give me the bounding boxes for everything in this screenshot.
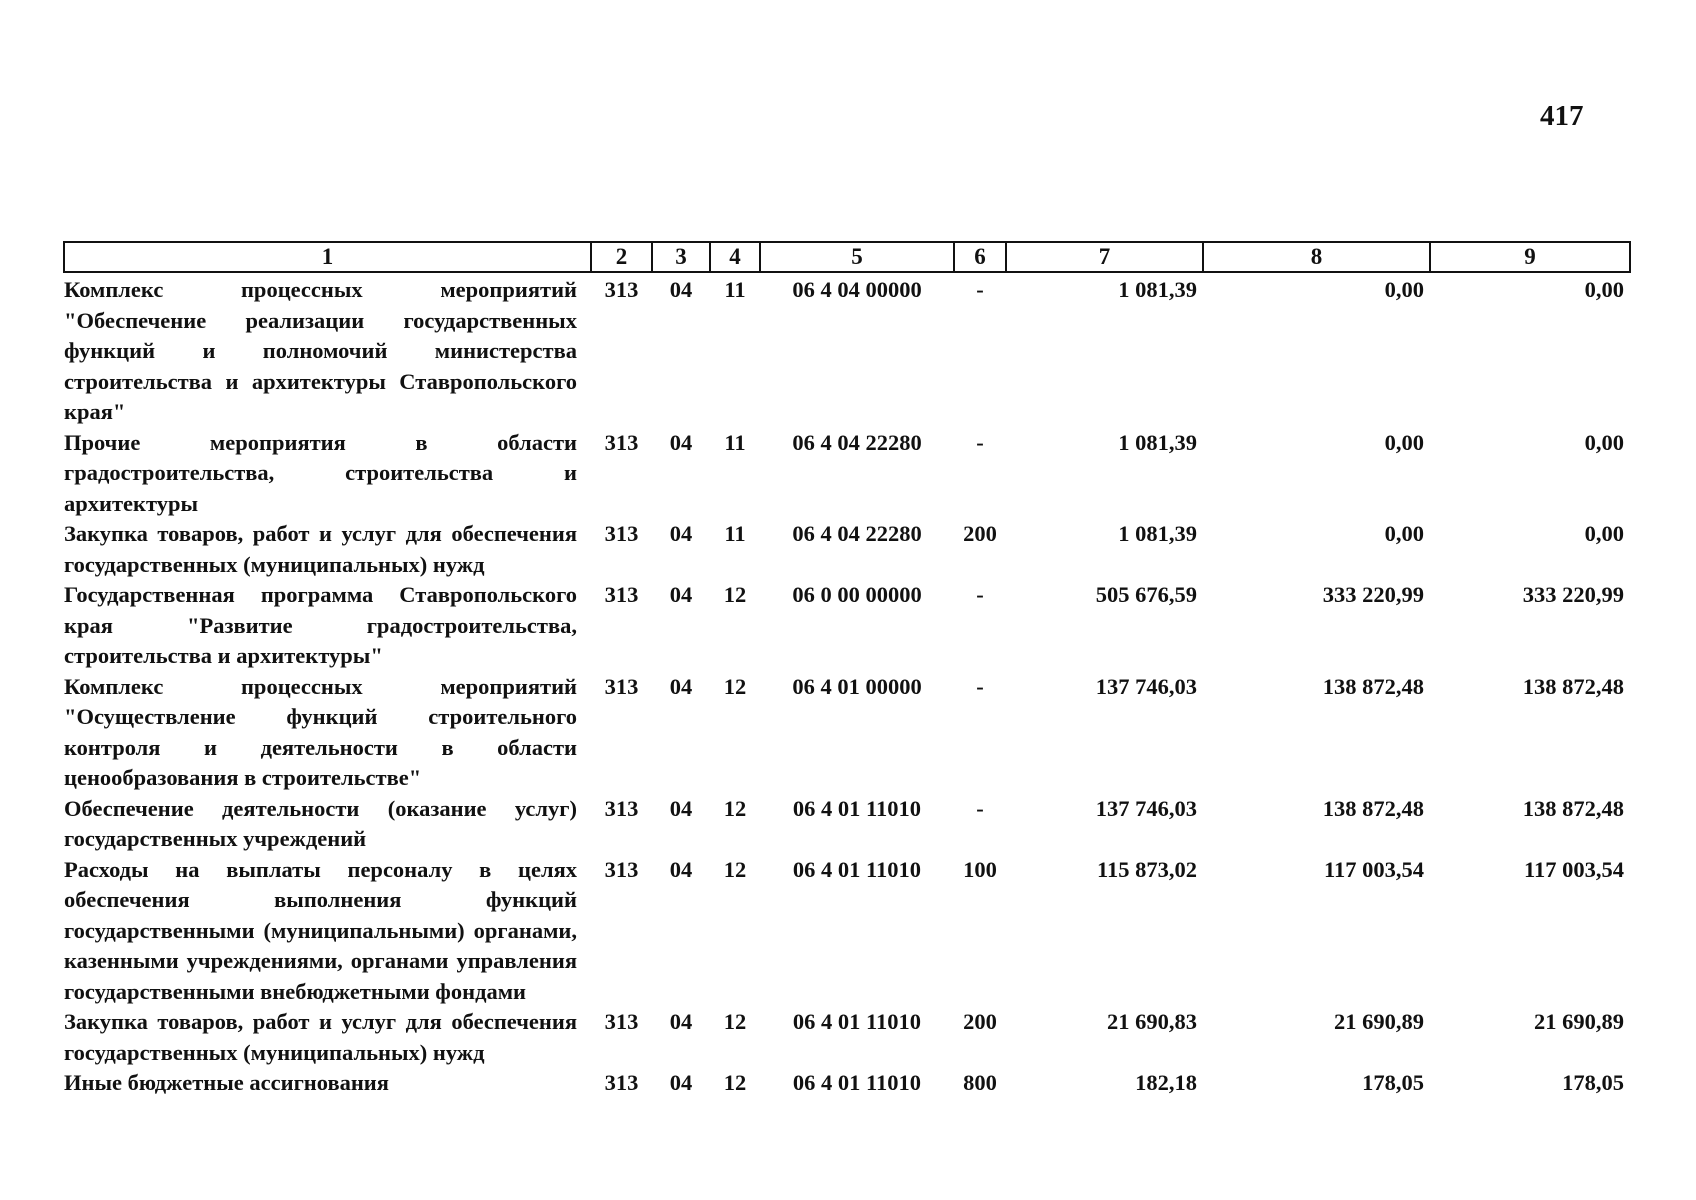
row-amount-col8: 138 872,48 [1322, 795, 1424, 821]
table-header-row [64, 242, 1630, 272]
row-amount-col9: 138 872,48 [1522, 673, 1624, 699]
column-header-4: 4 [710, 242, 760, 272]
row-amount-col9: 333 220,99 [1522, 582, 1624, 607]
row-amount-col7: 115 873,02 [1096, 856, 1197, 882]
row-code-ministry: 313 [604, 429, 639, 455]
row-code-section: 04 [669, 429, 693, 455]
column-header-1: 1 [64, 242, 591, 272]
table-row [64, 519, 1630, 580]
row-amount-col9: 138 872,48 [1522, 795, 1624, 821]
row-amount-col7: 137 746,03 [1095, 795, 1197, 821]
row-code-section: 04 [669, 795, 693, 821]
row-amount-col8: 0,00 [1384, 521, 1424, 546]
row-amount-col9: 0,00 [1584, 277, 1624, 302]
row-amount-col7: 1 081,39 [1118, 429, 1197, 455]
row-code-subsection: 11 [724, 429, 746, 455]
row-amount-col8: 21 690,89 [1334, 1009, 1424, 1034]
row-amount-col9: 21 690,89 [1534, 1009, 1624, 1034]
row-code-expense-type: 200 [963, 521, 997, 546]
row-amount-col7: 505 676,59 [1095, 582, 1197, 607]
row-code-ministry: 313 [604, 521, 639, 546]
row-description: Прочие мероприятия в области градостроительства, строительства и архитектуры [64, 429, 577, 516]
column-header-8: 8 [1203, 242, 1430, 272]
row-code-target: 06 4 04 00000 [792, 277, 922, 302]
row-code-section: 04 [669, 856, 693, 882]
row-code-target: 06 4 01 11010 [792, 795, 922, 821]
row-amount-col8: 0,00 [1384, 429, 1424, 455]
row-amount-col9: 0,00 [1584, 521, 1624, 546]
row-code-ministry: 313 [604, 856, 639, 882]
row-amount-col7: 182,18 [1135, 1070, 1197, 1095]
row-code-expense-type: - [976, 795, 984, 821]
table-row [64, 428, 1630, 520]
row-description: Расходы на выплаты персоналу в целях обеспечения выполнения функций государственными (муниципальными) органами, казенными учреждениями, органами управления государственными внебюджетными фондами [64, 856, 577, 1004]
row-code-section: 04 [669, 277, 693, 302]
row-code-expense-type: 200 [963, 1009, 997, 1034]
row-code-target: 06 4 01 00000 [792, 673, 922, 699]
row-code-subsection: 11 [724, 277, 746, 302]
row-description: Закупка товаров, работ и услуг для обеспечения государственных (муниципальных) нужд [64, 1009, 577, 1065]
row-code-subsection: 12 [723, 1070, 747, 1095]
row-amount-col7: 1 081,39 [1118, 277, 1197, 302]
table-row [64, 794, 1630, 855]
row-description: Закупка товаров, работ и услуг для обеспечения государственных (муниципальных) нужд [64, 521, 577, 577]
row-code-target: 06 4 04 22280 [792, 521, 922, 546]
row-code-target: 06 4 01 11010 [792, 1009, 922, 1034]
row-code-subsection: 11 [724, 521, 746, 546]
row-amount-col8: 178,05 [1362, 1070, 1424, 1095]
row-code-ministry: 313 [604, 277, 639, 302]
row-amount-col7: 21 690,83 [1107, 1009, 1197, 1034]
row-code-expense-type: - [976, 582, 984, 607]
column-header-2: 2 [591, 242, 652, 272]
table-row [64, 1068, 1630, 1099]
row-code-subsection: 12 [723, 1009, 747, 1034]
row-code-section: 04 [669, 521, 693, 546]
row-amount-col7: 137 746,03 [1095, 673, 1197, 699]
row-amount-col9: 117 003,54 [1523, 856, 1624, 882]
row-code-expense-type: - [976, 429, 984, 455]
row-description: Комплекс процессных мероприятий "Обеспечение реализации государственных функций и полномочий министерства строительства и архитектуры Ставропольского края" [64, 277, 577, 424]
row-code-section: 04 [669, 1070, 693, 1095]
row-code-expense-type: 100 [963, 856, 997, 882]
row-amount-col8: 117 003,54 [1323, 856, 1424, 882]
row-code-target: 06 4 01 11010 [792, 1070, 922, 1095]
row-amount-col9: 178,05 [1562, 1070, 1624, 1095]
row-code-expense-type: - [976, 277, 984, 302]
row-code-ministry: 313 [604, 673, 639, 699]
column-header-3: 3 [652, 242, 710, 272]
row-code-ministry: 313 [604, 582, 639, 607]
row-code-subsection: 12 [723, 795, 747, 821]
row-description: Комплекс процессных мероприятий "Осуществление функций строительного контроля и деятельности в области ценообразования в строительстве" [64, 673, 577, 790]
row-description: Иные бюджетные ассигнования [64, 1070, 389, 1095]
row-code-section: 04 [669, 1009, 693, 1034]
row-code-target: 06 4 01 11010 [792, 856, 922, 882]
row-code-expense-type: - [976, 673, 984, 699]
row-code-subsection: 12 [723, 582, 747, 607]
row-code-ministry: 313 [604, 1070, 639, 1095]
row-amount-col8: 138 872,48 [1322, 673, 1424, 699]
row-amount-col7: 1 081,39 [1118, 521, 1197, 546]
row-amount-col8: 333 220,99 [1322, 582, 1424, 607]
table-row [64, 855, 1630, 1008]
row-code-target: 06 4 04 22280 [792, 429, 922, 455]
row-amount-col9: 0,00 [1584, 429, 1624, 455]
row-amount-col8: 0,00 [1384, 277, 1424, 302]
row-code-target: 06 0 00 00000 [792, 582, 922, 607]
row-code-ministry: 313 [604, 795, 639, 821]
column-header-7: 7 [1006, 242, 1203, 272]
table-row [64, 1007, 1630, 1068]
column-header-9: 9 [1430, 242, 1630, 272]
row-description: Государственная программа Ставропольского края "Развитие градостроительства, строительства и архитектуры" [64, 582, 577, 668]
page-number: 417 [1540, 100, 1584, 132]
row-code-subsection: 12 [723, 673, 747, 699]
table-row [64, 272, 1630, 428]
row-code-section: 04 [669, 673, 693, 699]
table-row [64, 672, 1630, 794]
column-header-5: 5 [760, 242, 954, 272]
row-code-section: 04 [669, 582, 693, 607]
table-row [64, 580, 1630, 672]
column-header-6: 6 [954, 242, 1006, 272]
row-description: Обеспечение деятельности (оказание услуг) государственных учреждений [64, 795, 577, 851]
budget-table [63, 241, 1631, 1099]
row-code-ministry: 313 [604, 1009, 639, 1034]
row-code-subsection: 12 [723, 856, 747, 882]
row-code-expense-type: 800 [963, 1070, 997, 1095]
